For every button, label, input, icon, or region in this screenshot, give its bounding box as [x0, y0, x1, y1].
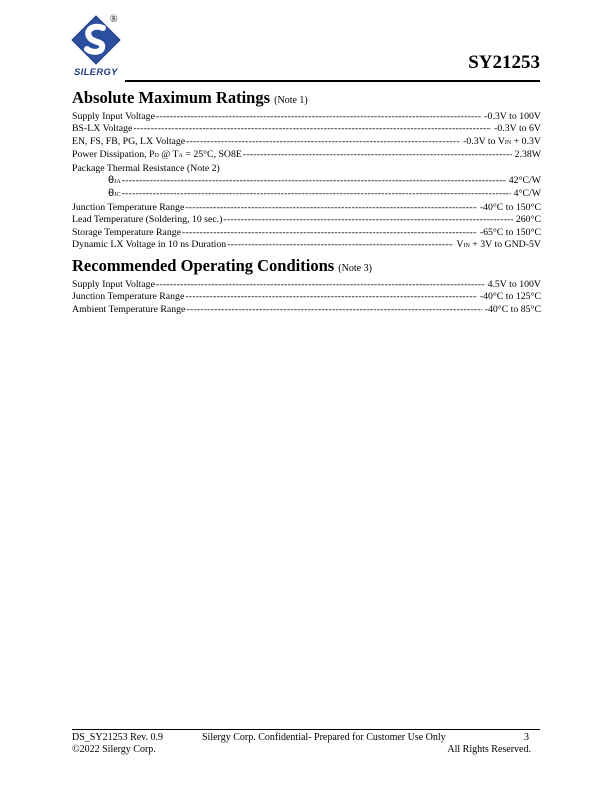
recommended-operating-conditions-section — [72, 256, 541, 316]
section-title: Recommended Operating Conditions (Note 3) — [72, 256, 372, 275]
footer-rule — [72, 729, 540, 730]
rating-row: Dynamic LX Voltage in 10 ns Duration ----- VIN + 3V to GND-5V — [72, 239, 541, 252]
theta-symbol: θ — [108, 188, 115, 200]
doc-revision: DS_SY21253 Rev. 0.9 — [72, 732, 164, 743]
rights-reserved: All Rights Reserved. — [447, 744, 531, 755]
header-rule — [125, 80, 540, 82]
rating-row: EN, FS, FB, PG, LX Voltage ----- -0.3V to VIN + 0.3V — [72, 136, 541, 149]
section-title: Absolute Maximum Ratings (Note 1) — [72, 88, 308, 107]
copyright: ©2022 Silergy Corp. — [72, 744, 156, 755]
rating-row: θJA ----- 42°C/W — [72, 175, 541, 188]
condition-row: Junction Temperature Range ----- -40°C to 125°C — [72, 291, 541, 303]
page-number: 3 — [524, 732, 529, 743]
condition-row: Supply Input Voltage ----- 4.5V to 100V — [72, 279, 541, 291]
absolute-maximum-ratings-section — [72, 88, 541, 252]
logo-wordmark: SILERGY — [74, 67, 118, 78]
rating-row: Junction Temperature Range ----- -40°C to 150°C — [72, 202, 541, 214]
rating-row: Lead Temperature (Soldering, 10 sec.) ----- 260°C — [72, 214, 541, 226]
rating-row: Storage Temperature Range ----- -65°C to 150°C — [72, 227, 541, 239]
rating-row: Power Dissipation, PD @ TA = 25°C, SO8E ----- 2.38W — [72, 149, 541, 162]
rating-row: Package Thermal Resistance (Note 2) — [72, 162, 220, 174]
rating-row: θJC ----- 4°C/W — [72, 188, 541, 201]
note-ref: (Note 3) — [338, 263, 372, 274]
rating-row: Supply Input Voltage ----- -0.3V to 100V — [72, 111, 541, 123]
note-ref: (Note 1) — [274, 95, 308, 106]
rating-row: BS-LX Voltage ----- -0.3V to 6V — [72, 123, 541, 135]
registered-mark: ® — [110, 14, 118, 25]
condition-row: Ambient Temperature Range ----- -40°C to 85°C — [72, 304, 541, 316]
theta-symbol: θ — [108, 175, 115, 187]
document-title: SY21253 — [468, 52, 540, 73]
confidential-notice: Silergy Corp. Confidential- Prepared for Customer Use Only — [202, 732, 446, 743]
